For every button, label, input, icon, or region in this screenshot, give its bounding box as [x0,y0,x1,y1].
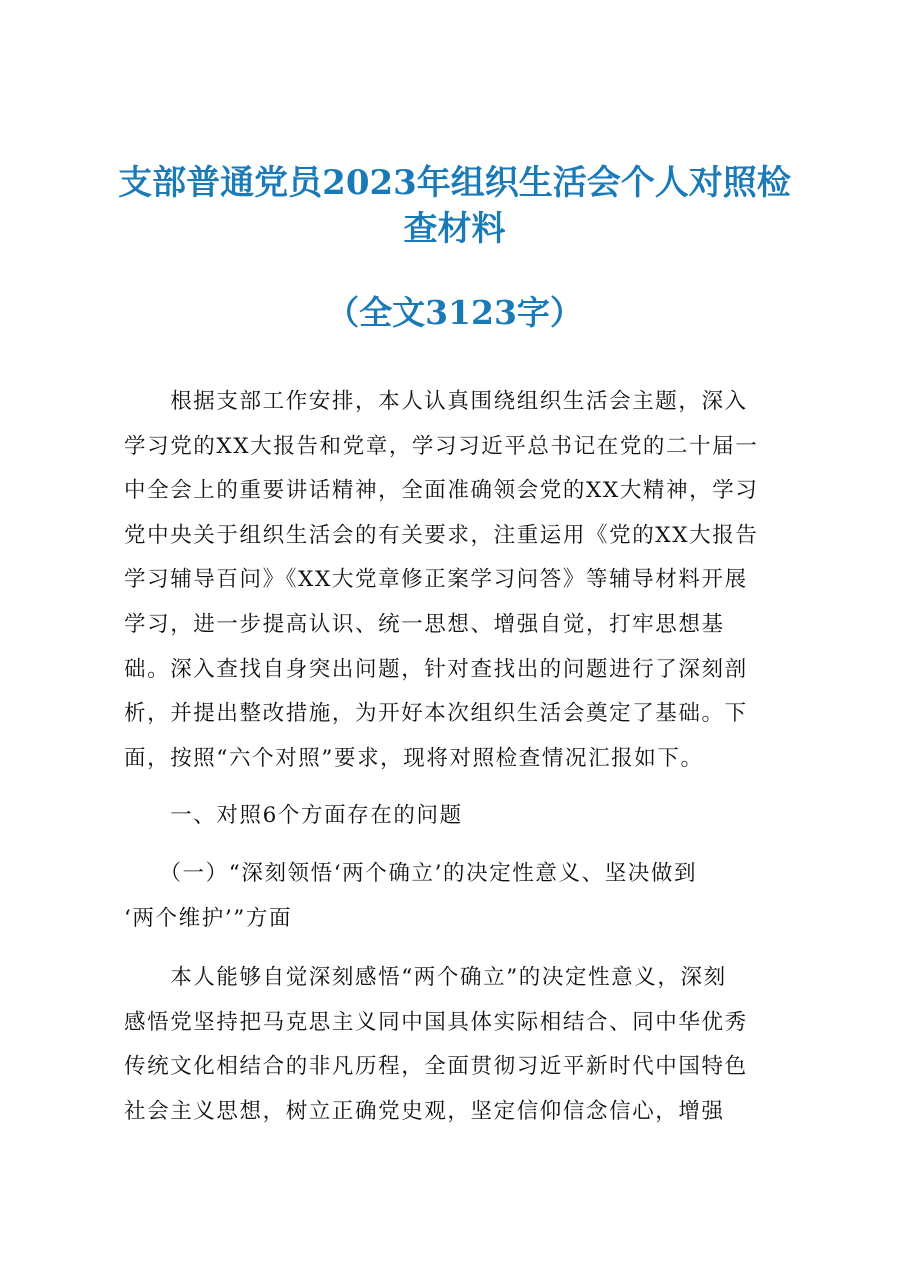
text-line: 一、对照6个方面存在的问题 [124,803,463,828]
subsection-heading-1 [124,852,792,941]
text-line: 学习辅导百问》《XX大党章修正案学习问答》等辅导材料开展 [124,567,748,593]
text-line: 本人能够自觉深刻感悟“两个确立”的决定性意义，深刻 [124,965,727,990]
text-line: （一）“深刻领悟‘两个确立’的决定性意义、坚决做到 [124,861,698,886]
text-line: 础。深入查找自身突出问题，针对查找出的问题进行了深刻剖 [124,656,748,682]
document-title-line-1: 支部普通党员2023年组织生活会个人对照检 [118,163,791,203]
text-line: 社会主义思想，树立正确党史观，坚定信仰信念信心，增强 [124,1098,725,1124]
word-count-subtitle: （全文3123字） [326,293,583,332]
text-line: 党中央关于组织生活会的有关要求，注重运用《党的XX大报告 [124,522,759,548]
text-line: 中全会上的重要讲话精神，全面准确领会党的XX大精神，学习 [124,478,759,504]
intro-paragraph [124,380,792,781]
text-line: ‘两个维护’”方面 [124,905,293,931]
section-heading-1 [124,794,792,839]
body-paragraph-2 [124,956,792,1134]
document-title-line-2: 查材料 [403,209,506,249]
text-line: 面，按照“六个对照”要求，现将对照检查情况汇报如下。 [124,745,704,771]
text-line: 感悟党坚持把马克思主义同中国具体实际相结合、同中华优秀 [124,1009,748,1035]
text-line: 传统文化相结合的非凡历程，全面贯彻习近平新时代中国特色 [124,1054,748,1080]
text-line: 学习，进一步提高认识、统一思想、增强自觉，打牢思想基 [124,611,725,637]
text-line: 析，并提出整改措施，为开好本次组织生活会奠定了基础。下 [124,701,748,727]
text-line: 学习党的XX大报告和党章，学习习近平总书记在党的二十届一 [124,433,759,459]
text-line: 根据支部工作安排，本人认真围绕组织生活会主题，深入 [124,389,748,414]
